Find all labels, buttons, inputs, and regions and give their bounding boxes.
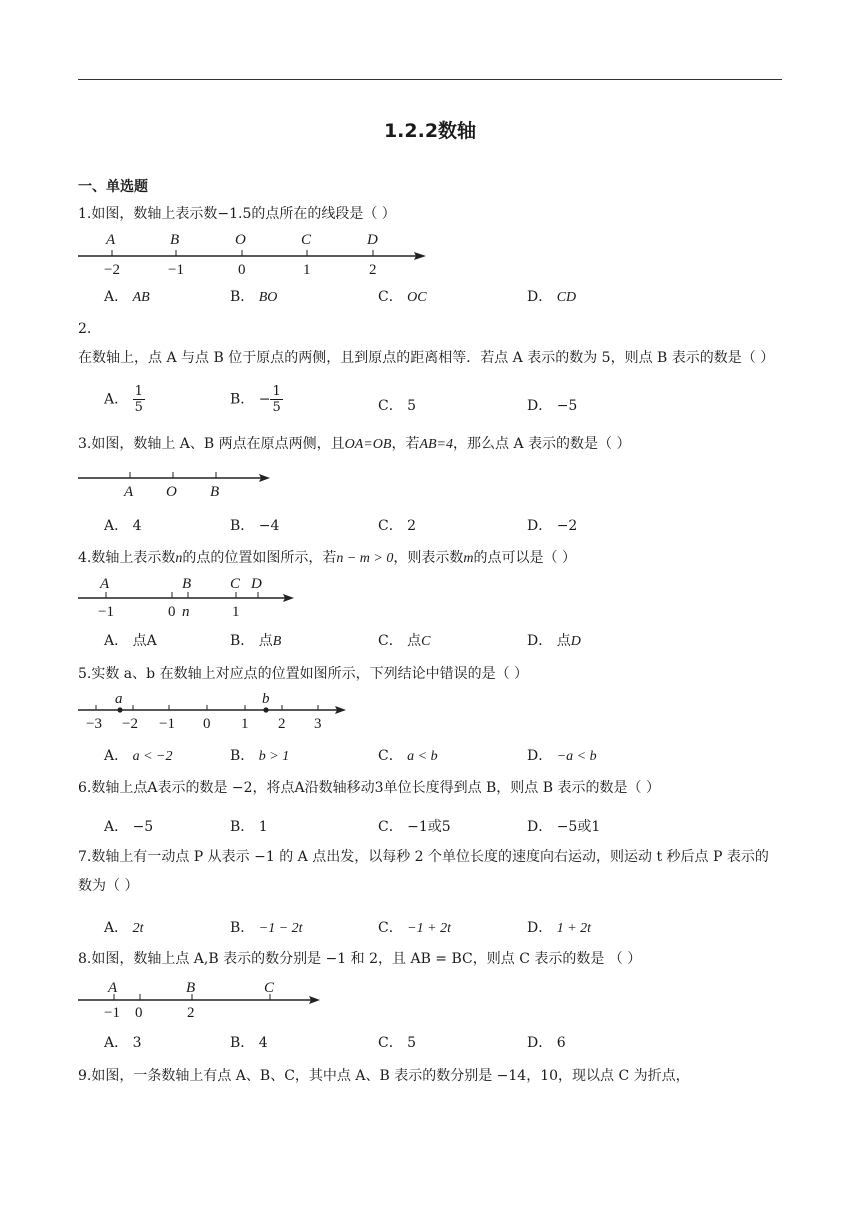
q1-option-a[interactable]: A． AB: [104, 289, 150, 305]
point-label: b: [262, 691, 270, 707]
q7-option-a[interactable]: A． 2t: [104, 920, 144, 936]
q7-option-c[interactable]: C． −1 + 2t: [378, 920, 451, 936]
tick-label: −1: [168, 262, 184, 278]
q3-number-line: [78, 466, 278, 498]
q4-option-a[interactable]: A． 点A: [104, 633, 157, 649]
tick-label: 1: [241, 716, 249, 732]
point-label: C: [264, 980, 275, 996]
q2-option-b[interactable]: B． − $\frac{1}{5}$: [230, 384, 281, 415]
question-4: 4.数轴上表示数n的点的位置如图所示，若n − m > 0，则表示数m的点可以是（ ）: [78, 550, 576, 566]
q5-option-d[interactable]: D． −a < b: [527, 748, 597, 764]
point-label: A: [108, 980, 118, 996]
q1-option-d[interactable]: D． CD: [527, 289, 577, 305]
point-label: O: [166, 484, 177, 500]
q4-number-line: [78, 574, 308, 626]
tick-label: 0: [168, 604, 176, 620]
q1-option-b[interactable]: B． BO: [230, 289, 278, 305]
q2-option-a[interactable]: A． $\frac{1}{5}$: [104, 384, 143, 415]
tick-label: 0: [203, 716, 211, 732]
q6-option-c[interactable]: C． −1或5: [378, 819, 451, 835]
q5-number-line: [78, 688, 358, 734]
q4-option-c[interactable]: C． 点C: [378, 633, 431, 649]
tick-label: 2: [187, 1005, 195, 1021]
q3-option-c[interactable]: C． 2: [378, 518, 417, 534]
page-title: 1.2.2数轴: [383, 120, 477, 142]
point-label: A: [124, 484, 134, 500]
question-9: 9.如图，一条数轴上有点 A、B、C，其中点 A、B 表示的数分别是 −14，10，现以点 C 为折点，: [78, 1068, 690, 1084]
section-heading: 一、单选题: [78, 179, 148, 195]
tick-label: 1: [303, 262, 311, 278]
point-label: B: [210, 484, 220, 500]
question-5: 5.实数 a、b 在数轴上对应点的位置如图所示，下列结论中错误的是（ ）: [78, 666, 529, 682]
q6-option-d[interactable]: D． −5或1: [527, 819, 601, 835]
q4-option-b[interactable]: B． 点B: [230, 633, 282, 649]
q3-option-d[interactable]: D． −2: [527, 518, 578, 534]
tick-label: 0: [135, 1005, 143, 1021]
q2-option-d[interactable]: D． −5: [527, 398, 578, 414]
point-label: B: [186, 980, 196, 996]
q4-option-d[interactable]: D． 点D: [527, 633, 581, 649]
tick-label: −2: [104, 262, 120, 278]
q8-option-a[interactable]: A． 3: [104, 1035, 142, 1051]
question-7: 7.数轴上有一动点 P 从表示 −1 的 A 点出发，以每秒 2 个单位长度的速度向右运动，则运动 t 秒后点 P 表示的数为（ ）: [78, 849, 769, 894]
q6-option-a[interactable]: A． −5: [104, 819, 154, 835]
point-label: B: [182, 576, 192, 592]
point-label: A: [106, 232, 116, 248]
header-rule: [78, 79, 782, 80]
tick-label: 3: [314, 716, 322, 732]
q5-option-c[interactable]: C． a < b: [378, 748, 438, 764]
point-label: D: [251, 576, 262, 592]
q2-option-c[interactable]: C． 5: [378, 398, 417, 414]
question-1: 1.如图，数轴上表示数−1.5的点所在的线段是（ ）: [78, 206, 396, 222]
q1-option-c[interactable]: C． OC: [378, 289, 427, 305]
tick-label: n: [182, 604, 190, 620]
tick-label: −3: [86, 716, 102, 732]
point-label: C: [301, 232, 312, 248]
q3-option-a[interactable]: A． 4: [104, 518, 142, 534]
q7-option-d[interactable]: D． 1 + 2t: [527, 920, 592, 936]
question-3: 3.如图，数轴上 A、B 两点在原点两侧，且OA=OB，若AB=4，那么点 A 表示的数是（ ）: [78, 436, 631, 452]
tick-label: −1: [98, 604, 114, 620]
point-label: A: [100, 576, 110, 592]
question-6: 6.数轴上点A表示的数是 −2，将点A沿数轴移动3单位长度得到点 B，则点 B 表示的数是（ ）: [78, 780, 660, 796]
q3-option-b[interactable]: B． −4: [230, 518, 280, 534]
q7-option-b[interactable]: B． −1 − 2t: [230, 920, 303, 936]
q8-number-line: [78, 978, 338, 1020]
tick-label: 1: [232, 604, 240, 620]
tick-label: −2: [122, 716, 138, 732]
q8-option-c[interactable]: C． 5: [378, 1035, 417, 1051]
question-8: 8.如图，数轴上点 A,B 表示的数分别是 −1 和 2，且 AB = BC，则点 C 表示的数是 （ ）: [78, 951, 642, 967]
q8-option-d[interactable]: D． 6: [527, 1035, 566, 1051]
tick-label: 2: [278, 716, 286, 732]
point-label: B: [170, 232, 180, 248]
q5-option-b[interactable]: B． b > 1: [230, 748, 290, 764]
point-label: D: [367, 232, 378, 248]
q6-option-b[interactable]: B． 1: [230, 819, 268, 835]
q8-option-b[interactable]: B． 4: [230, 1035, 268, 1051]
point-label: O: [235, 232, 246, 248]
question-2: 2.在数轴上，点 A 与点 B 位于原点的两侧，且到原点的距离相等．若点 A 表示的数为 5，则点 B 表示的数是（ ）: [78, 321, 775, 366]
tick-label: 2: [369, 262, 377, 278]
q5-option-a[interactable]: A． a < −2: [104, 748, 173, 764]
tick-label: −1: [104, 1005, 120, 1021]
q1-number-line: [78, 226, 438, 282]
q1-ticks: [112, 250, 373, 256]
tick-label: −1: [159, 716, 175, 732]
point-label: C: [230, 576, 241, 592]
tick-label: 0: [238, 262, 246, 278]
point-label: a: [115, 691, 123, 707]
